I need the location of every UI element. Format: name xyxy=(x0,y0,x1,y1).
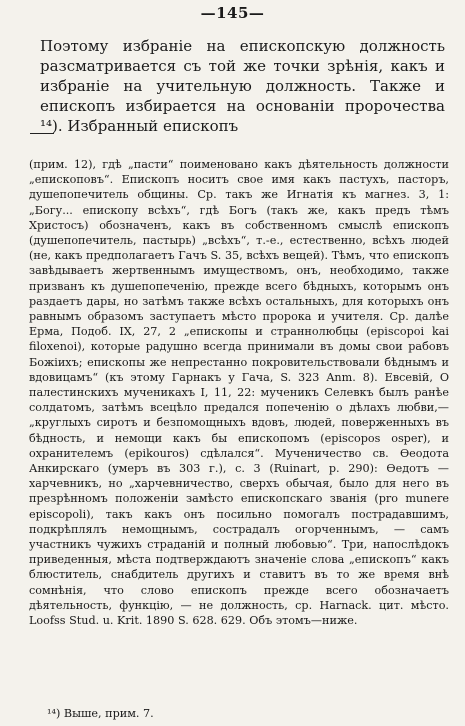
footnote-separator xyxy=(30,133,54,134)
main-paragraph: Поэтому избраніе на епископскую должность разсматривается съ той же точки зрѣнія, какъ и избраніе на учительную должность. Также и епископъ избирается на основаніи пророчества ¹⁴). Избранный епископъ xyxy=(40,37,445,135)
footnote-14: ¹⁴) Выше, прим. 7. xyxy=(47,707,154,720)
page-number: —145— xyxy=(200,4,265,22)
note-continuation: (прим. 12), гдѣ „пасти“ поименовано какъ дѣятельность должности „епископовъ“. Епископъ носитъ свое имя какъ пастухъ, пасторъ, душепопечитель общины. Ср. такъ же Игнатія къ магнез. 3, 1: „Богу... епископу всѣхъ“, гдѣ Богъ (такъ же, какъ предъ тѣмъ Христосъ) обозначенъ, какъ въ собственномъ смыслѣ епископъ (душепопечитель, пастырь) „всѣхъ“, т.-е., естественно, всѣхъ людей (не, какъ предполагаетъ Гачъ S. 35, всѣхъ вещей). Тѣмъ, что епископъ завѣдываетъ жертвеннымъ имуществомъ, онъ, необходимо, также призванъ къ душепопеченію, прежде всего бѣдныхъ, которымъ онъ раздаетъ дары, но затѣмъ также всѣхъ остальныхъ, для которыхъ онъ равнымъ образомъ заступаетъ мѣсто пророка и учителя. Ср. далѣе Ерма, Подоб. IX, 27, 2 „епископы и страннолюбцы (episcopoi kai filoxenoi), которые радушно всегда принимали въ домы свои рабовъ Божіихъ; епископы же непрестанно покровительствовали бѣднымъ и вдовицамъ“ (къ этому Гарнакъ у Гача, S. 323 Anm. 8). Евсевій, О палестинскихъ мученикахъ I, 11, 22: мученикъ Селевкъ былъ ранѣе солдатомъ, затѣмъ всецѣло предался попеченію о дѣлахъ любви,—„круглыхъ сиротъ и безпомощныхъ вдовъ, людей, поверженныхъ въ бѣдность, и немощи какъ бы епископомъ (episcopos osper), и охранителемъ (epikouros) сдѣлался“. Мученичество св. Ѳеодота Анкирскаго (умеръ въ 303 г.), с. 3 (Ruinart, p. 290): Ѳедотъ — харчевникъ, но „харчевничество, сверхъ обычая, было для него въ презрѣнномъ положеніи замѣсто епископскаго званія (pro munere episcopoli), такъ какъ онъ посильно помогалъ пострадавшимъ, подкрѣплялъ немощнымъ, сострадалъ огорченнымъ, — самъ участникъ чужихъ страданій и полный любовью“. Три, напослѣдокъ приведенныя, мѣста подтверждаютъ значеніе слова „епископъ“ какъ блюститель, снабдитель другихъ и ставитъ въ то же время внѣ сомнѣнія, что слово епископъ прежде всего обозначаетъ дѣятельность, функцію, — не должность, ср. Harnack. цит. мѣсто. Loofss Stud. u. Krit. 1890 S. 628. 629. Объ этомъ—ниже. xyxy=(29,158,449,628)
